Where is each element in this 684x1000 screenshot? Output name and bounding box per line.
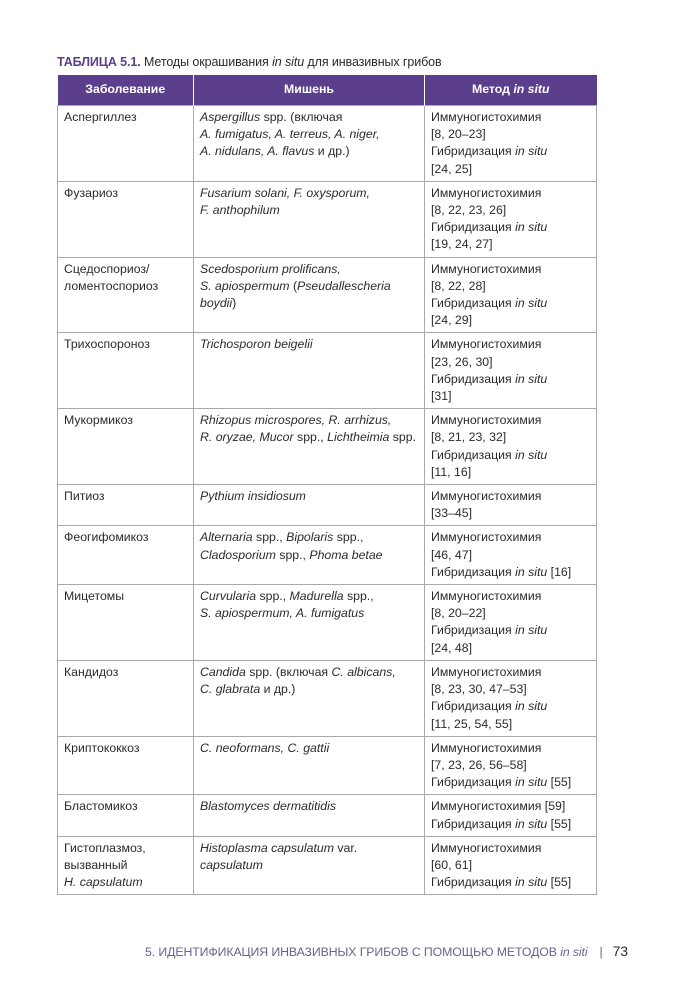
cell-text: in situ — [515, 220, 548, 235]
cell-text: spp., — [343, 589, 374, 604]
table-row — [58, 106, 597, 182]
cell-text: [8, 20–23] — [431, 127, 486, 142]
cell-text: Иммуногистохимия — [431, 489, 542, 504]
method-cell — [425, 526, 597, 585]
target-cell — [194, 836, 425, 895]
target-cell — [194, 736, 425, 795]
cell-text: Гибридизация — [431, 699, 516, 714]
cell-text: Phoma betae — [309, 547, 383, 562]
cell-text: Alternaria — [200, 530, 253, 545]
footer-chapter-italic: in siti — [560, 945, 588, 959]
header-target: Мишень — [194, 75, 425, 106]
cell-text: Мукормикоз — [64, 413, 133, 428]
cell-text: Иммуногистохимия — [431, 185, 542, 200]
cell-text: Гибридизация — [431, 816, 516, 831]
cell-text: Гибридизация — [431, 775, 516, 790]
disease-cell — [58, 526, 194, 585]
header-method-italic: in situ — [513, 82, 550, 97]
cell-text: [33–45] — [431, 506, 473, 521]
cell-text: R. oryzae, Mucor — [200, 430, 294, 445]
cell-text: var. — [333, 840, 358, 855]
cell-text: Гибридизация — [431, 447, 516, 462]
cell-text: вызванный — [64, 857, 128, 872]
table-body — [58, 106, 597, 895]
target-cell — [194, 485, 425, 526]
table-caption-text: Методы окрашивания — [140, 55, 273, 69]
cell-text: Lichtheimia — [327, 430, 390, 445]
cell-text: in situ — [515, 875, 548, 890]
cell-text: Гибридизация — [431, 875, 516, 890]
cell-text: Феогифомикоз — [64, 530, 149, 545]
cell-text: in situ — [515, 144, 548, 159]
cell-text: Иммуногистохимия — [431, 740, 542, 755]
cell-text: [11, 25, 54, 55] — [431, 716, 513, 731]
cell-text: S. apiospermum — [200, 278, 290, 293]
method-cell — [425, 257, 597, 333]
header-method-text: Метод — [471, 82, 514, 97]
cell-text: in situ — [515, 296, 548, 311]
cell-text: Histoplasma capsulatum — [200, 840, 334, 855]
method-cell — [425, 585, 597, 661]
cell-text: spp. (включая — [245, 664, 332, 679]
table-row — [58, 585, 597, 661]
disease-cell — [58, 736, 194, 795]
disease-cell — [58, 181, 194, 257]
target-cell — [194, 409, 425, 485]
cell-text: Scedosporium prolificans, — [200, 261, 341, 276]
target-cell — [194, 585, 425, 661]
cell-text: in situ — [515, 623, 548, 638]
cell-text: Rhizopus microspores, R. arrhizus, — [200, 413, 392, 428]
cell-text: Гистоплазмоз, — [64, 840, 146, 855]
cell-text: Cladosporium — [200, 547, 276, 562]
cell-text: [8, 20–22] — [431, 606, 486, 621]
cell-text: in situ — [515, 816, 548, 831]
cell-text: [24, 29] — [431, 313, 473, 328]
cell-text: Trichosporon beigelii — [200, 337, 313, 352]
disease-cell — [58, 585, 194, 661]
cell-text: Гибридизация — [431, 371, 516, 386]
table-row — [58, 795, 597, 836]
cell-text: Aspergillus — [200, 110, 261, 124]
cell-text: Гибридизация — [431, 144, 516, 159]
footer-chapter-title: 5. ИДЕНТИФИКАЦИЯ ИНВАЗИВНЫХ ГРИБОВ С ПОМОЩЬЮ МЕТОДОВ — [145, 945, 561, 959]
disease-cell — [58, 660, 194, 736]
cell-text: [7, 23, 26, 56–58] — [431, 757, 527, 772]
table-caption-label: ТАБЛИЦА 5.1. — [57, 55, 141, 69]
cell-text: [11, 16] — [431, 464, 472, 479]
cell-text: F. anthophilum — [200, 203, 280, 218]
cell-text: Иммуногистохимия — [431, 664, 542, 679]
cell-text: Curvularia — [200, 589, 257, 604]
header-method — [425, 75, 597, 106]
cell-text: и др.) — [260, 682, 296, 697]
target-cell — [194, 106, 425, 182]
table-caption — [57, 55, 617, 69]
cell-text: Candida — [200, 664, 246, 679]
cell-text: Blastomyces dermatitidis — [200, 799, 336, 814]
method-cell — [425, 795, 597, 836]
cell-text: H. capsulatum — [64, 875, 143, 890]
cell-text: [55] — [547, 775, 572, 790]
cell-text: Фузариоз — [64, 185, 119, 200]
cell-text: Fusarium solani, F. oxysporum, — [200, 185, 370, 200]
disease-cell — [58, 257, 194, 333]
cell-text: spp. (включая — [260, 110, 343, 124]
target-cell — [194, 526, 425, 585]
page-footer — [0, 943, 628, 959]
cell-text: in situ — [515, 775, 548, 790]
method-cell — [425, 836, 597, 895]
cell-text: [8, 22, 28] — [431, 278, 486, 293]
method-cell — [425, 106, 597, 182]
method-cell — [425, 660, 597, 736]
disease-cell — [58, 836, 194, 895]
disease-cell — [58, 333, 194, 409]
cell-text: [8, 22, 23, 26] — [431, 203, 507, 218]
disease-cell — [58, 409, 194, 485]
target-cell — [194, 660, 425, 736]
cell-text: [60, 61] — [431, 857, 473, 872]
cell-text: Гибридизация — [431, 220, 516, 235]
table-row — [58, 333, 597, 409]
target-cell — [194, 257, 425, 333]
cell-text: A. nidulans, A. flavus — [200, 144, 315, 159]
cell-text: Pseudallescheria — [297, 278, 391, 293]
cell-text: spp., — [252, 530, 287, 545]
cell-text: Pythium insidiosum — [200, 489, 306, 504]
footer-separator: | — [599, 945, 603, 959]
table-row — [58, 409, 597, 485]
cell-text: Иммуногистохимия — [431, 261, 542, 276]
cell-text: и др.) — [314, 144, 350, 159]
table-row — [58, 660, 597, 736]
table-caption-text-end: для инвазивных грибов — [304, 55, 442, 69]
cell-text: Иммуногистохимия — [431, 413, 542, 428]
cell-text: Иммуногистохимия — [431, 530, 542, 545]
header-disease: Заболевание — [58, 75, 194, 106]
cell-text: Иммуногистохимия — [431, 589, 542, 604]
disease-cell — [58, 795, 194, 836]
cell-text: Трихоспороноз — [64, 337, 150, 352]
table-row — [58, 181, 597, 257]
cell-text: [8, 23, 30, 47–53] — [431, 682, 527, 697]
cell-text: Иммуногистохимия — [431, 840, 542, 855]
cell-text: Гибридизация — [431, 564, 516, 579]
cell-text: Аспергиллез — [64, 110, 137, 124]
cell-text: spp., — [256, 589, 290, 604]
cell-text: Кандидоз — [64, 664, 119, 679]
table-header-row — [58, 75, 597, 106]
cell-text: [24, 48] — [431, 640, 473, 655]
cell-text: C. glabrata — [200, 682, 261, 697]
cell-text: spp., — [275, 547, 310, 562]
disease-cell — [58, 485, 194, 526]
table-row — [58, 526, 597, 585]
cell-text: in situ — [515, 371, 548, 386]
cell-text: spp. — [389, 430, 416, 445]
page-number: 73 — [612, 943, 628, 959]
cell-text: ( — [289, 278, 298, 293]
method-cell — [425, 736, 597, 795]
cell-text: Гибридизация — [431, 623, 516, 638]
cell-text: [46, 47] — [431, 547, 473, 562]
cell-text: Иммуногистохимия — [431, 110, 542, 124]
target-cell — [194, 795, 425, 836]
cell-text: [23, 26, 30] — [431, 354, 493, 369]
method-cell — [425, 333, 597, 409]
method-cell — [425, 409, 597, 485]
cell-text: [8, 21, 23, 32] — [431, 430, 507, 445]
cell-text: C. albicans, — [331, 664, 396, 679]
cell-text: Иммуногистохимия — [431, 337, 542, 352]
cell-text: Bipolaris — [286, 530, 334, 545]
table-row — [58, 836, 597, 895]
cell-text: in situ — [515, 564, 548, 579]
cell-text: [55] — [547, 875, 572, 890]
cell-text: ломентоспориоз — [64, 278, 159, 293]
cell-text: in situ — [515, 447, 548, 462]
method-cell — [425, 485, 597, 526]
cell-text: ) — [232, 296, 237, 311]
cell-text: [24, 25] — [431, 161, 473, 176]
cell-text: capsulatum — [200, 857, 263, 872]
cell-text: Мицетомы — [64, 589, 125, 604]
table-caption-italic: in situ — [272, 55, 305, 69]
cell-text: boydii — [200, 296, 233, 311]
cell-text: [19, 24, 27] — [431, 237, 493, 252]
cell-text: Сцедоспориоз/ — [64, 261, 150, 276]
cell-text: in situ — [515, 699, 548, 714]
cell-text: Иммуногистохимия [59] — [431, 799, 566, 814]
methods-table — [57, 75, 597, 895]
cell-text: Madurella — [289, 589, 344, 604]
cell-text: spp., — [333, 530, 364, 545]
cell-text: A. fumigatus, A. terreus, A. niger, — [200, 127, 380, 142]
cell-text: C. neoformans, C. gattii — [200, 740, 330, 755]
cell-text: [55] — [547, 816, 572, 831]
table-row — [58, 736, 597, 795]
cell-text: Криптококкоз — [64, 740, 140, 755]
cell-text: Питиоз — [64, 489, 105, 504]
method-cell — [425, 181, 597, 257]
target-cell — [194, 181, 425, 257]
cell-text: Бластомикоз — [64, 799, 138, 814]
cell-text: spp., — [293, 430, 328, 445]
disease-cell — [58, 106, 194, 182]
cell-text: Гибридизация — [431, 296, 516, 311]
table-row — [58, 257, 597, 333]
cell-text: S. apiospermum, A. fumigatus — [200, 606, 365, 621]
table-row — [58, 485, 597, 526]
target-cell — [194, 333, 425, 409]
cell-text: [31] — [431, 389, 452, 404]
cell-text: [16] — [547, 564, 572, 579]
